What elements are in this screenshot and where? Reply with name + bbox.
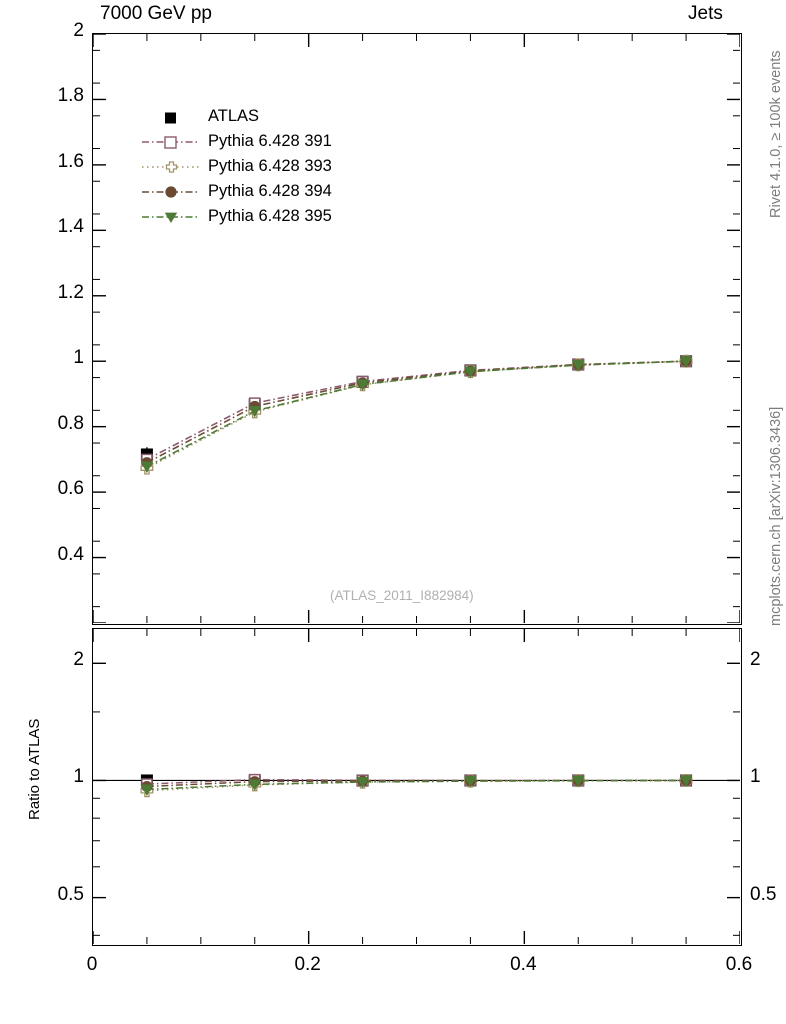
ratio-plot-canvas [93,629,740,944]
dataset-watermark: (ATLAS_2011_I882984) [330,588,474,603]
y-tick-label: 0.4 [57,543,84,565]
ratio-plot-panel [92,628,742,946]
x-tick-label: 0.4 [510,954,537,975]
y-tick-label: 0.6 [57,478,84,500]
ratio-y-tick-label-right: 0.5 [750,883,777,905]
y-tick-label: 2 [73,20,84,41]
x-tick-label: 0 [86,954,98,975]
y-tick-label: 1.6 [57,150,84,172]
ratio-y-tick-label: 1 [73,766,84,788]
ratio-y-tick-label-right: 2 [750,649,761,671]
main-data-series [141,355,693,474]
ratio-data-series [93,774,740,796]
legend-item[interactable] [140,104,332,129]
legend-item[interactable] [140,129,332,154]
legend-marker-atlas [140,104,202,129]
legend-label: Pythia 6.428 393 [208,157,332,175]
legend-label: Pythia 6.428 391 [208,132,332,150]
legend-marker-pythia-391 [140,129,202,154]
ratio-y-tick-label-right: 1 [750,766,761,788]
legend-marker-pythia-394 [140,179,202,204]
legend-item[interactable] [140,154,332,179]
legend [140,104,332,229]
ratio-axis-ticks [93,629,740,944]
y-tick-label: 1 [73,347,84,369]
legend-item[interactable] [140,179,332,204]
side-caption-rivet: Rivet 4.1.0, ≥ 100k events [768,50,784,218]
x-tick-label: 0.2 [294,954,321,975]
ratio-y-tick-label: 2 [73,649,84,671]
side-caption-mcplots: mcplots.cern.ch [arXiv:1306.3436] [768,406,784,626]
header-left-label: 7000 GeV pp [100,3,212,24]
x-tick-label: 0.6 [725,954,753,975]
legend-label: Pythia 6.428 394 [208,182,332,200]
ratio-y-tick-label: 0.5 [57,883,84,905]
legend-item[interactable] [140,204,332,229]
y-tick-label: 0.8 [57,412,84,434]
ratio-y-axis-title: Ratio to ATLAS [26,718,43,820]
y-tick-label: 1.2 [57,281,84,303]
legend-label: Pythia 6.428 395 [208,207,332,225]
legend-marker-pythia-393 [140,154,202,179]
y-tick-label: 1.8 [57,85,84,107]
header-right-label: Jets [688,3,723,24]
y-tick-label: 1.4 [57,216,84,238]
legend-marker-pythia-395 [140,204,202,229]
legend-label: ATLAS [208,107,260,125]
